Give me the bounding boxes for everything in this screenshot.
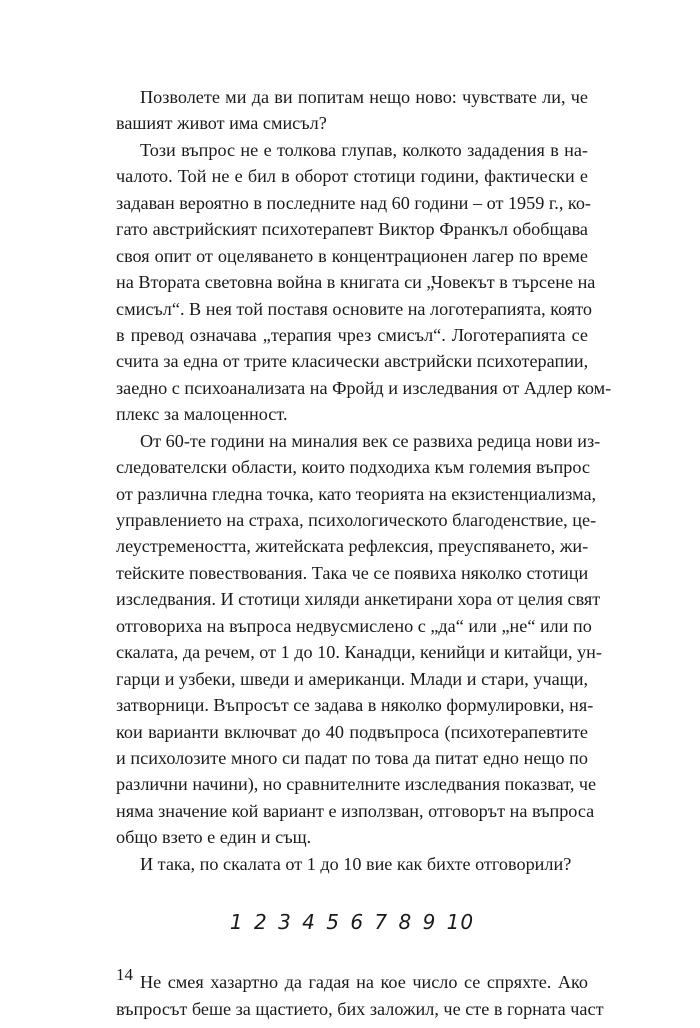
text-line: от различна гледна точка, като теорията на екзистенциализма, bbox=[116, 483, 597, 504]
text-line: чалото. Той не е бил в оборот стотици години, фактически е bbox=[116, 166, 588, 187]
text-line: кои варианти включват до 40 подвъпроса (психотерапевтите bbox=[116, 721, 588, 742]
text-line: отговориха на въпроса недвусмислено с „да“ или „не“ или по bbox=[116, 615, 592, 636]
page-body bbox=[116, 84, 612, 1022]
text-line: гато австрийският психотерапевт Виктор Франкъл обобщава bbox=[116, 219, 588, 240]
text-line: скалата, да речем, от 1 до 10. Канадци, кенийци и китайци, ун- bbox=[116, 642, 602, 663]
text-line: Позволете ми да ви попитам нещо ново: чувствате ли, че bbox=[140, 87, 588, 107]
text-line: различни начини), но сравнителните изследвания показват, че bbox=[116, 774, 597, 795]
text-line: следователски области, които подходиха към големия въпрос bbox=[116, 457, 590, 478]
text-line: на Втората световна война в книгата си „Човекът в търсене на bbox=[116, 272, 596, 293]
text-line: задаван вероятно в последните над 60 години – от 1959 г., ко- bbox=[116, 192, 591, 213]
text-line: вашият живот има смисъл? bbox=[116, 113, 327, 134]
text-line: Този въпрос не е толкова глупав, колкото зададения в на- bbox=[140, 139, 588, 160]
paragraph-scale-question bbox=[116, 851, 588, 877]
paragraph-logotherapy bbox=[116, 137, 612, 428]
text-line: управлението на страха, психологическото благоденствие, це- bbox=[116, 510, 597, 530]
paragraph-research bbox=[116, 428, 602, 851]
text-line: И така, по скалата от 1 до 10 вие как бихте отговорили? bbox=[140, 853, 572, 874]
text-line: изследвания. И стотици хиляди анкетирани хора от целия свят bbox=[116, 589, 601, 610]
text-line: заедно с психоанализата на Фройд и изследвания от Адлер ком- bbox=[116, 377, 612, 398]
text-line: своя опит от оцеляването в концентрационен лагер по време bbox=[116, 245, 588, 266]
text-line: Не смея хазартно да гадая на кое число се спряхте. Ако bbox=[140, 972, 588, 993]
text-line: въпросът беше за щастието, бих заложил, че сте в горната част bbox=[116, 998, 604, 1019]
text-line: общо взето е един и същ. bbox=[116, 827, 312, 848]
text-line: и психолозите много си падат по това да питат едно нещо по bbox=[116, 747, 588, 768]
text-line: смисъл“. В нея той поставя основите на логотерапията, която bbox=[116, 298, 593, 319]
text-line: няма значение кой вариант е използван, отговорът на въпроса bbox=[116, 800, 595, 821]
page-number: 14 bbox=[116, 965, 133, 984]
text-line: затворници. Въпросът се задава в няколко формулировки, ня- bbox=[116, 695, 594, 716]
text-line: леустремеността, житейската рефлексия, преуспяването, жи- bbox=[116, 536, 589, 557]
text-line: тейските повествования. Така че се появиха няколко стотици bbox=[116, 562, 589, 583]
text-line: в превод означава „терапия чрез смисъл“. Логотерапията се bbox=[116, 324, 588, 345]
text-line: гарци и узбеки, шведи и американци. Млади и стари, учащи, bbox=[116, 668, 588, 689]
text-line: плекс за малоценност. bbox=[116, 404, 288, 425]
paragraph-question bbox=[116, 84, 588, 137]
paragraph-closing bbox=[116, 969, 604, 1022]
text-line: От 60-те години на миналия век се развиха редица нови из- bbox=[140, 430, 601, 451]
rating-scale: 1 2 3 4 5 6 7 8 9 10 bbox=[229, 910, 475, 935]
text-line: счита за една от трите класически австрийски психотерапии, bbox=[116, 351, 589, 372]
